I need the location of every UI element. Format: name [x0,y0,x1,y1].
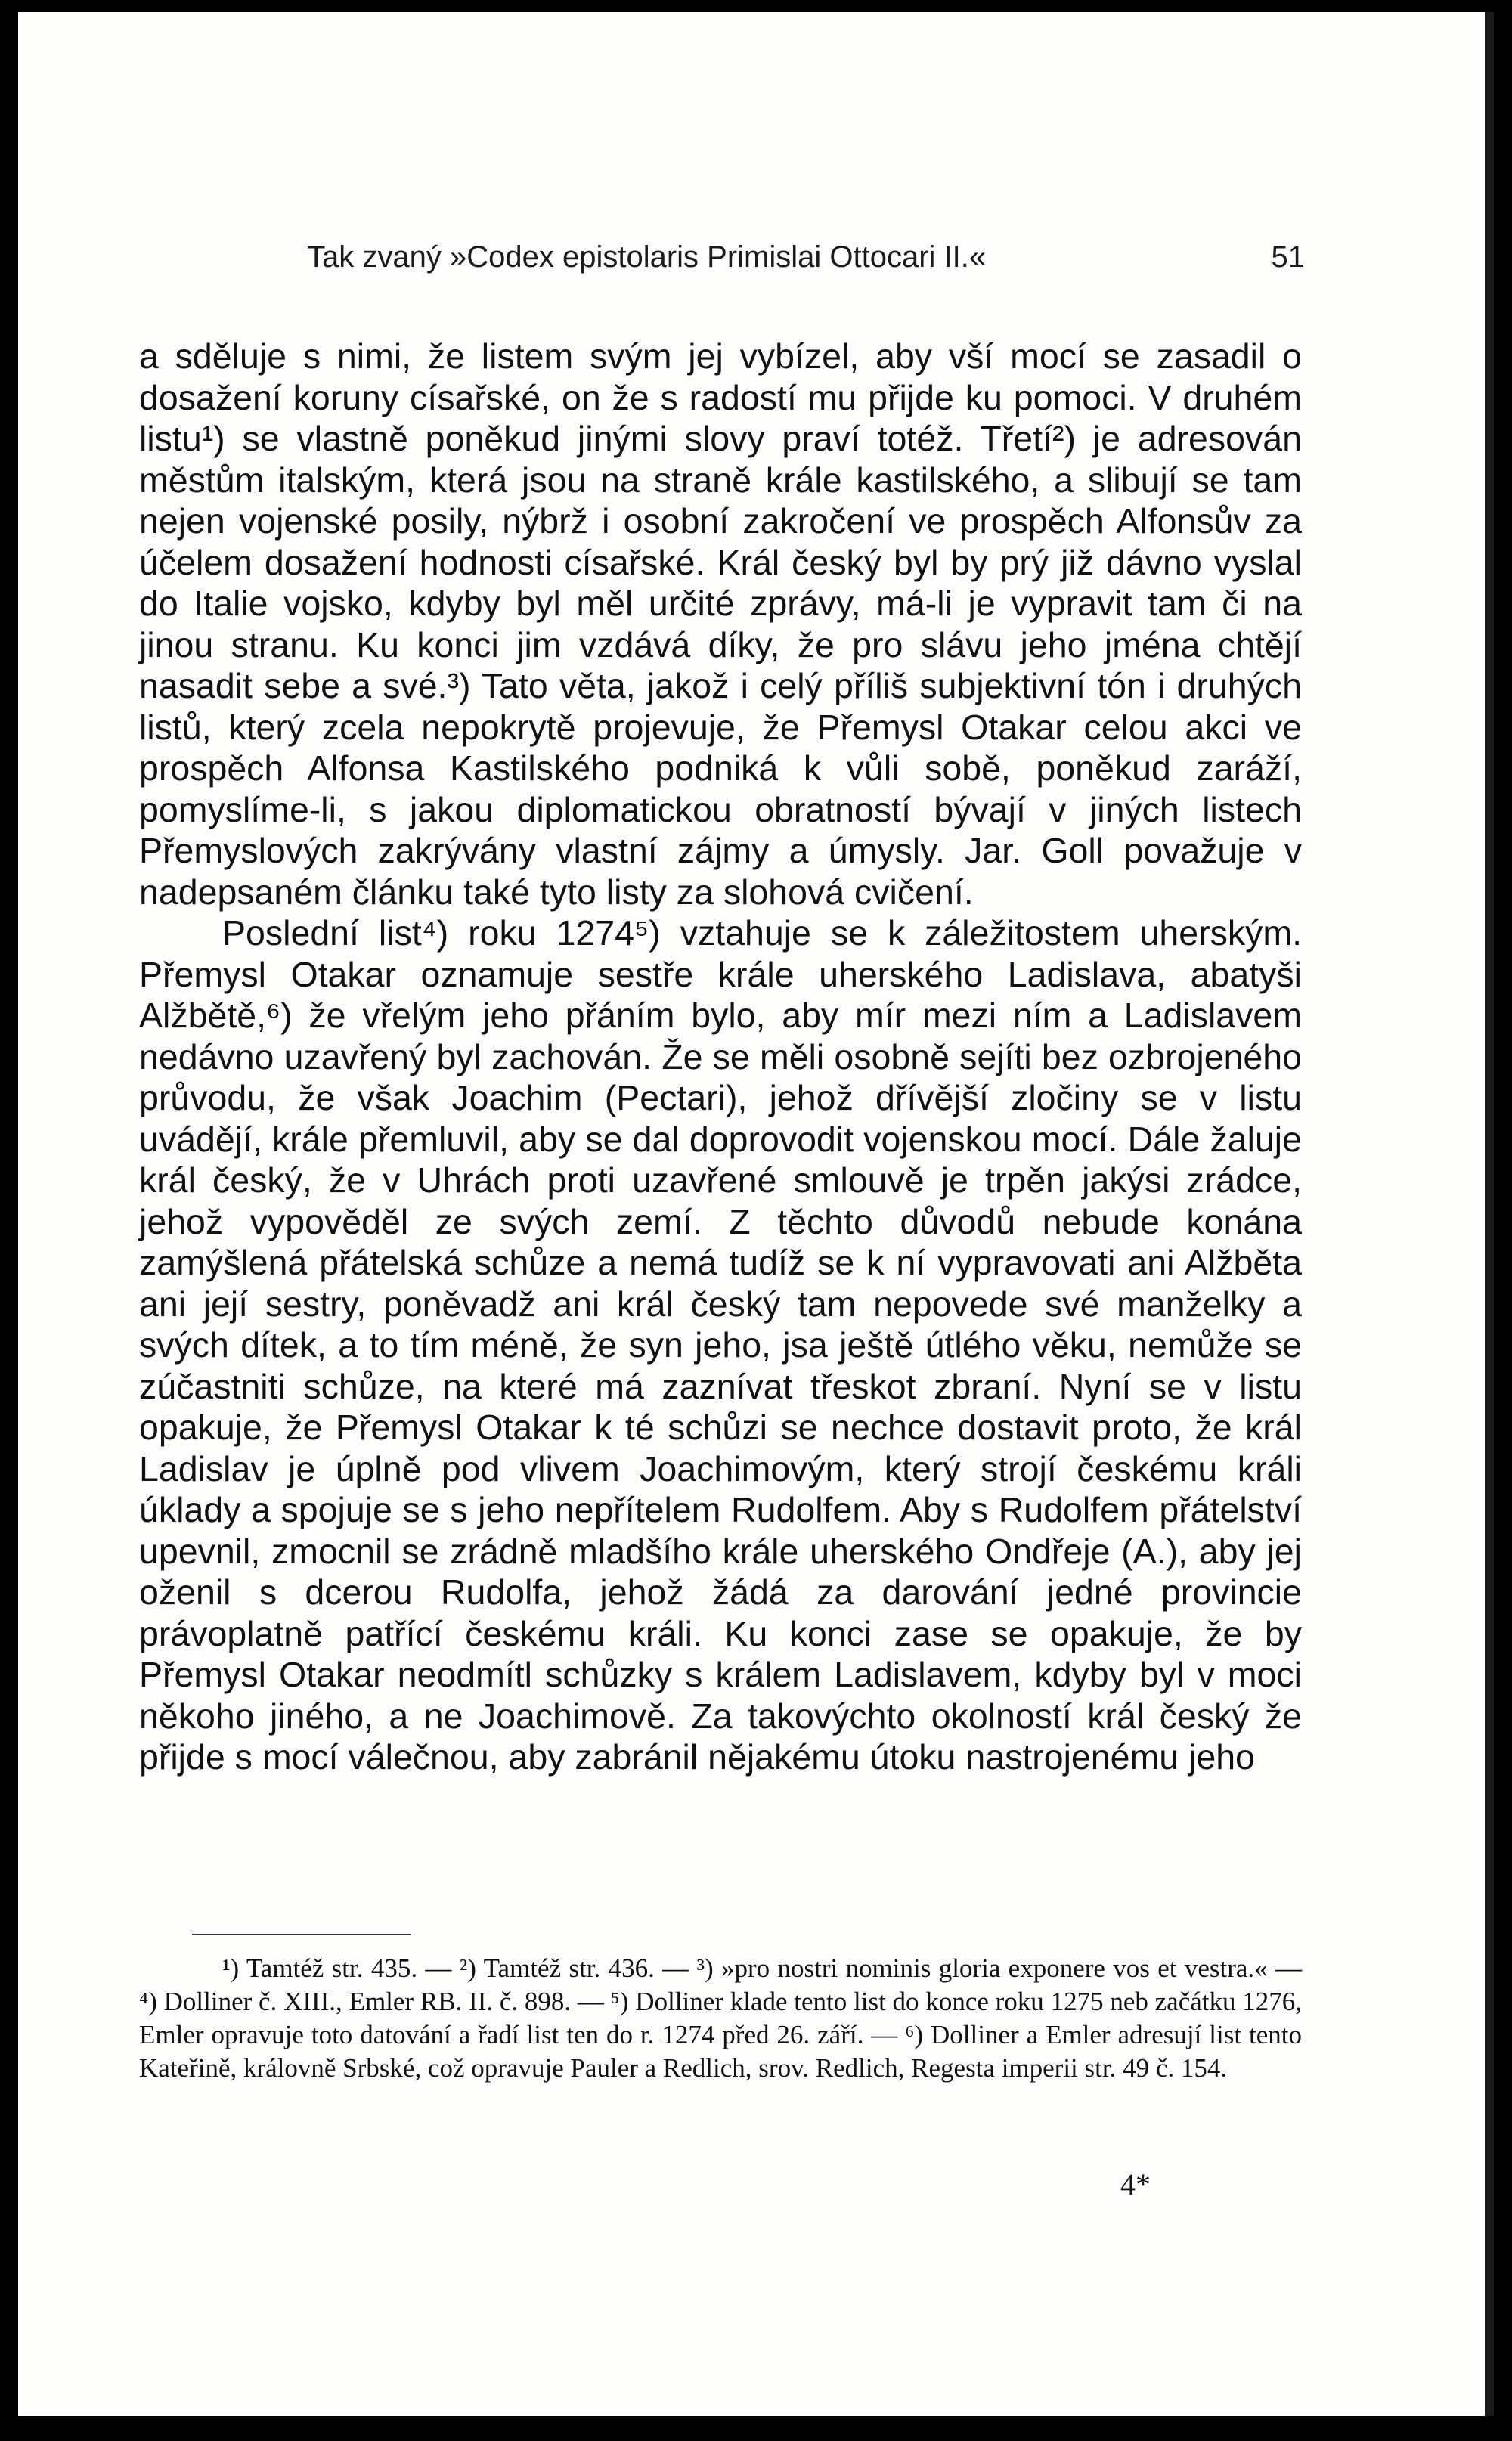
page-number: 51 [1271,240,1305,274]
footnotes [139,1952,1302,2085]
page [18,12,1494,2416]
signature-mark: 4* [1120,2167,1151,2201]
footnotes-text: ¹) Tamtéž str. 435. — ²) Tamtéž str. 436. — ³) »pro nostri nominis gloria exponere vos et vestra.« — ⁴) Dolliner č. XIII., Emler RB. II. č. 898. — ⁵) Dolliner klade tento list do konce roku 1275 neb začátku 1276, Emler opravuje toto datování a řadí list ten do r. 1274 před 26. září. — ⁶) Dolliner a Emler adresují list tento Kateřině, královně Srbské, což opravuje Pauler a Redlich, srov. Redlich, Regesta imperii str. 49 č. 154. [139,1953,1302,2083]
paragraph-2: Poslední list⁴) roku 1274⁵) vztahuje se k záležitostem uherským. Přemysl Otakar oznamuje sestře krále uherského Ladislava, abatyši Alžbětě,⁶) že vřelým jeho přáním bylo, aby mír mezi ním a Ladislavem nedávno uzavřený byl zachován. Že se měli osobně sejíti bez ozbrojeného průvodu, že však Joachim (Pectari), jehož dřívější zločiny se v listu uvádějí, krále přemluvil, aby se dal doprovodit vojenskou mocí. Dále žaluje král český, že v Uhrách proti uzavřené smlouvě je trpěn jakýsi zrádce, jehož vypověděl ze svých zemí. Z těchto důvodů nebude konána zamýšlená přátelská schůze a nemá tudíž se k ní vypravovati ani Alžběta ani její sestry, poněvadž ani král český tam nepovede své manželky a svých dítek, a to tím méně, že syn jeho, jsa ještě útlého věku, nemůže se zúčastniti schůze, na které má zaznívat třeskot zbraní. Nyní se v listu opakuje, že Přemysl Otakar k té schůzi se nechce dostavit proto, že král Ladislav je úplně pod vlivem Joachimovým, který strojí českému králi úklady a spojuje se s jeho nepřítelem Rudolfem. Aby s Rudolfem přátelství upevnil, zmocnil se zrádně mladšího krále uherského Ondřeje (A.), aby jej oženil s dcerou Rudolfa, jehož žádá za darování jedné provincie právoplatně patřící českému králi. Ku konci zase se opakuje, že by Přemysl Otakar neodmítl schůzky s králem Ladislavem, kdyby byl v moci někoho jiného, a ne Joachimově. Za takovýchto okolností král český že přijde s mocí válečnou, aby zabránil nějakému útoku nastrojenému jeho [139,913,1302,1777]
main-text [139,336,1302,1778]
footnote-divider [192,1934,411,1935]
paragraph-1: a sděluje s nimi, že listem svým jej vybízel, aby vší mocí se zasadil o dosažení koruny císařské, on že s radostí mu přijde ku pomoci. V druhém listu¹) se vlastně poněkud jinými slovy praví totéž. Třetí²) je adresován městům italským, která jsou na straně krále kastilského, a slibují se tam nejen vojenské posily, nýbrž i osobní zakročení ve prospěch Alfonsův za účelem dosažení hodnosti císařské. Král český byl by prý již dávno vyslal do Italie vojsko, kdyby byl měl určité zprávy, má-li je vypravit tam či na jinou stranu. Ku konci jim vzdává díky, že pro slávu jeho jména chtějí nasadit sebe a své.³) Tato věta, jakož i celý příliš subjektivní tón i druhých listů, který zcela nepokrytě projevuje, že Přemysl Otakar celou akci ve prospěch Alfonsa Kastilského podniká k vůli sobě, poněkud zaráží, pomyslíme-li, s jakou diplomatickou obratností bývají v jiných listech Přemyslových zakrývány vlastní zájmy a úmysly. Jar. Goll považuje v nadepsaném článku také tyto listy za slohová cvičení. [139,336,1302,912]
running-title: Tak zvaný »Codex epistolaris Primislai Ottocari II.« [307,240,987,274]
